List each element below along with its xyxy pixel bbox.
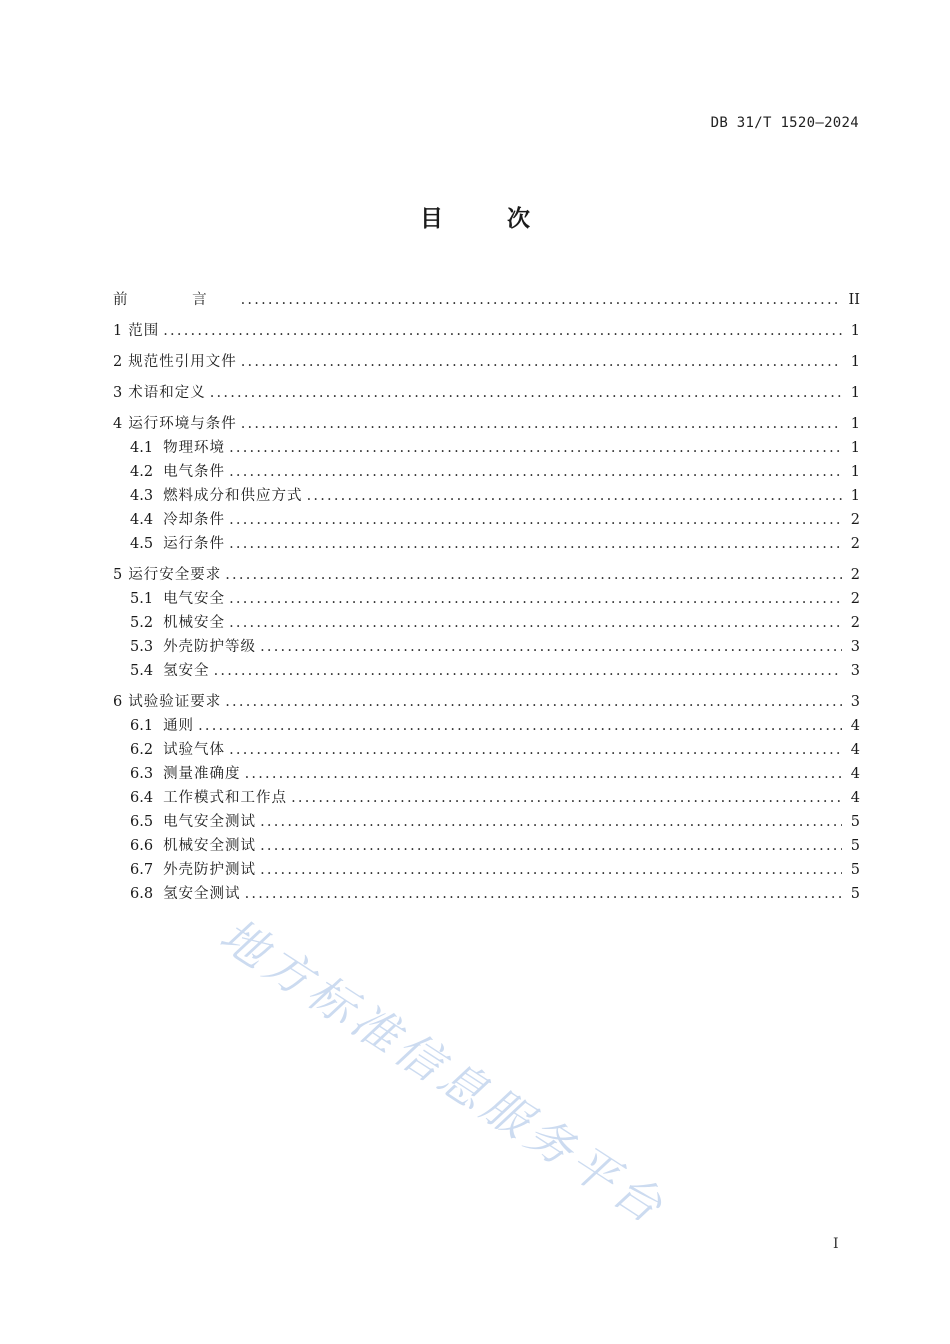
toc-entry-number: 6.2 — [130, 742, 154, 758]
toc-entry[interactable] — [113, 611, 860, 635]
toc-dot-leader — [229, 738, 842, 762]
toc-entry-page: 2 — [850, 615, 860, 631]
toc-entry-page: 1 — [850, 464, 860, 480]
toc-entry-number: 6 — [113, 694, 123, 710]
toc-entry[interactable] — [113, 436, 860, 460]
toc-dot-leader — [241, 288, 842, 312]
toc-entry-label: 外壳防护测试 — [163, 862, 257, 878]
toc-entry[interactable] — [113, 762, 860, 786]
toc-entry-page: 4 — [850, 742, 860, 758]
toc-entry-label: 运行条件 — [163, 536, 226, 552]
toc-entry-number: 5 — [113, 567, 123, 583]
toc-entry-label: 范围 — [128, 323, 160, 339]
toc-entry-page: 2 — [850, 512, 860, 528]
toc-entry-label: 前 言 — [113, 292, 237, 308]
toc-dot-leader — [260, 858, 842, 882]
toc-entry[interactable] — [113, 484, 860, 508]
toc-dot-leader — [260, 635, 842, 659]
toc-entry[interactable] — [113, 738, 860, 762]
toc-entry-number: 6.6 — [130, 838, 154, 854]
toc-entry-page: 4 — [850, 718, 860, 734]
toc-entry-label: 运行安全要求 — [128, 567, 222, 583]
toc-entry-page: 1 — [850, 416, 860, 432]
toc-dot-leader — [245, 762, 842, 786]
toc-entry[interactable] — [113, 690, 860, 714]
toc-entry[interactable] — [113, 563, 860, 587]
toc-entry[interactable] — [113, 532, 860, 556]
toc-entry-number: 2 — [113, 354, 123, 370]
watermark: 地方标准信息服务平台 — [210, 907, 677, 1237]
toc-entry-number: 5.2 — [130, 615, 154, 631]
toc-entry[interactable] — [113, 786, 860, 810]
toc-entry-number: 4.1 — [130, 440, 154, 456]
toc-entry[interactable] — [113, 834, 860, 858]
toc-entry-label: 氢安全测试 — [163, 886, 241, 902]
toc-dot-leader — [214, 659, 842, 683]
toc-entry-page: 4 — [850, 766, 860, 782]
toc-entry-label: 试验气体 — [163, 742, 226, 758]
toc-entry-number: 4.5 — [130, 536, 154, 552]
toc-entry-page: 5 — [850, 886, 860, 902]
toc-dot-leader — [307, 484, 842, 508]
toc-entry-label: 运行环境与条件 — [128, 416, 237, 432]
toc-entry-number: 6.5 — [130, 814, 154, 830]
toc-entry-page: 1 — [850, 323, 860, 339]
toc-entry-label: 试验验证要求 — [128, 694, 222, 710]
toc-entry-page: 5 — [850, 814, 860, 830]
toc-dot-leader — [241, 350, 842, 374]
toc-entry-label: 电气安全测试 — [163, 814, 257, 830]
toc-entry[interactable] — [113, 288, 860, 312]
toc-dot-leader — [260, 810, 842, 834]
toc-entry-number: 4 — [113, 416, 123, 432]
toc-entry[interactable] — [113, 381, 860, 405]
toc-entry-page: 1 — [850, 385, 860, 401]
toc-entry-page: 1 — [850, 354, 860, 370]
toc-entry[interactable] — [113, 460, 860, 484]
toc-dot-leader — [229, 436, 842, 460]
toc-entry-number: 1 — [113, 323, 123, 339]
toc-entry-page: 2 — [850, 536, 860, 552]
toc-dot-leader — [163, 319, 842, 343]
toc-entry-number: 6.3 — [130, 766, 154, 782]
toc-dot-leader — [229, 532, 842, 556]
toc-entry-label: 测量准确度 — [163, 766, 241, 782]
toc-entry-label: 规范性引用文件 — [128, 354, 237, 370]
toc-entry-label: 电气条件 — [163, 464, 226, 480]
toc-entry-label: 电气安全 — [163, 591, 226, 607]
toc-entry-page: 5 — [850, 862, 860, 878]
toc-entry-number: 4.4 — [130, 512, 154, 528]
toc-entry-page: II — [848, 292, 860, 308]
toc-entry-number: 5.4 — [130, 663, 154, 679]
table-of-contents — [113, 288, 860, 906]
toc-entry-label: 机械安全测试 — [163, 838, 257, 854]
toc-entry-number: 6.1 — [130, 718, 154, 734]
toc-entry[interactable] — [113, 714, 860, 738]
toc-entry[interactable] — [113, 350, 860, 374]
toc-entry-label: 通则 — [163, 718, 195, 734]
toc-entry-page: 1 — [850, 488, 860, 504]
toc-entry[interactable] — [113, 882, 860, 906]
page-title: 目 次 — [419, 206, 558, 232]
toc-entry-label: 机械安全 — [163, 615, 226, 631]
toc-entry-label: 氢安全 — [163, 663, 210, 679]
toc-entry-number: 3 — [113, 385, 123, 401]
toc-entry-page: 4 — [850, 790, 860, 806]
toc-entry-number: 4.3 — [130, 488, 154, 504]
toc-entry-page: 3 — [850, 694, 860, 710]
toc-dot-leader — [260, 834, 842, 858]
document-code: DB 31/T 1520—2024 — [710, 115, 859, 131]
toc-entry-page: 2 — [850, 567, 860, 583]
toc-dot-leader — [229, 508, 842, 532]
toc-entry-page: 2 — [850, 591, 860, 607]
toc-entry-label: 冷却条件 — [163, 512, 226, 528]
toc-dot-leader — [229, 587, 842, 611]
toc-dot-leader — [229, 611, 842, 635]
toc-entry-label: 术语和定义 — [128, 385, 206, 401]
toc-dot-leader — [225, 690, 842, 714]
toc-entry-number: 5.3 — [130, 639, 154, 655]
toc-entry[interactable] — [113, 587, 860, 611]
toc-entry-number: 4.2 — [130, 464, 154, 480]
toc-dot-leader — [291, 786, 842, 810]
toc-entry-page: 1 — [850, 440, 860, 456]
toc-entry-number: 5.1 — [130, 591, 154, 607]
toc-entry-page: 3 — [850, 639, 860, 655]
footer-page-number: I — [833, 1236, 839, 1252]
toc-dot-leader — [241, 412, 842, 436]
toc-entry[interactable] — [113, 858, 860, 882]
toc-entry-page: 5 — [850, 838, 860, 854]
toc-entry-number: 6.8 — [130, 886, 154, 902]
toc-entry[interactable] — [113, 635, 860, 659]
toc-entry-label: 外壳防护等级 — [163, 639, 257, 655]
toc-entry-label: 工作模式和工作点 — [163, 790, 288, 806]
toc-entry[interactable] — [113, 659, 860, 683]
toc-dot-leader — [229, 460, 842, 484]
toc-entry[interactable] — [113, 412, 860, 436]
toc-dot-leader — [225, 563, 842, 587]
toc-entry-number: 6.7 — [130, 862, 154, 878]
toc-entry-label: 物理环境 — [163, 440, 226, 456]
toc-dot-leader — [198, 714, 842, 738]
toc-entry[interactable] — [113, 319, 860, 343]
toc-entry[interactable] — [113, 810, 860, 834]
toc-entry-number: 6.4 — [130, 790, 154, 806]
toc-dot-leader — [210, 381, 842, 405]
toc-entry-label: 燃料成分和供应方式 — [163, 488, 303, 504]
toc-entry-page: 3 — [850, 663, 860, 679]
toc-dot-leader — [245, 882, 842, 906]
toc-entry[interactable] — [113, 508, 860, 532]
